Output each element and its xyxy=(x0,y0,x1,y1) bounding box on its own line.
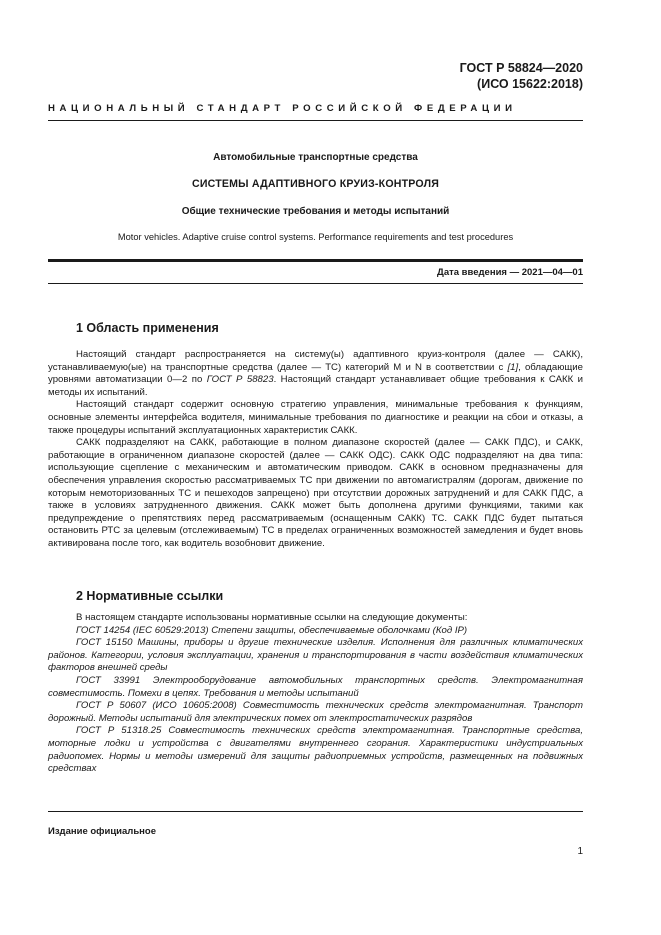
paragraph: В настоящем стандарте использованы нормативные ссылки на следующие документы: xyxy=(76,612,468,623)
footer-divider xyxy=(48,811,583,812)
text-run: . Настоящий стандарт устанавливает общие требования к САКК и методы их испытаний. xyxy=(48,374,583,398)
bibliography-ref: [1] xyxy=(507,361,519,373)
english-title: Motor vehicles. Adaptive cruise control systems. Performance requirements and test procedures xyxy=(117,232,514,242)
reference-item: ГОСТ 33991 Электрооборудование автомобильных транспортных средств. Электромагнитная совместимость. Помехи в цепях. Требования и методы испытаний xyxy=(48,674,583,699)
text-run: Настоящий стандарт распространяется на систему(ы) адаптивного круиз-контроля (далее — САКК), устанавливаемую(ые) на транспортные средства (далее — ТС) категорий М и N в соответствии с xyxy=(48,349,583,373)
reference-item: ГОСТ Р 50607 (ИСО 10605:2008) Совместимость технических средств электромагнитная. Транспорт дорожный. Методы испытаний для электрических помех от электростатических разрядов xyxy=(48,700,583,724)
paragraph: САКК подразделяют на САКК, работающие в полном диапазоне скоростей (далее — САКК ПДС), и САКК, работающие в ограниченном диапазоне скоростей (далее — САКК ОДС). САКК ОДС подразделяют на два типа: использующие сцепление с механическим и автоматическим приводом. САКК в основном предназначены для обеспечения управления скоростью рассматриваемых ТС при движении по автомагистралям (дорогам, движение по которым немоторизованных ТС и пешеходов запрещено) при отсутствии дорожных затруднений и для САКК ПДС, а также в условиях затрудненного движения. САКК может быть дополнена другими функциями, такими как предупреждение о препятствиях перед рассматриваемым (оснащенным САКК) ТС. САКК ПДС будет пытаться остановить РТС за целевым (отслеживаемым) ТС в пределах ограниченных возможностей замедления и будет вновь активирована после того, как водитель возобновит движение. xyxy=(48,437,583,549)
page-number: 1 xyxy=(577,846,583,857)
reference-item: ГОСТ Р 51318.25 Совместимость технических средств электромагнитная. Транспортные средства, моторные лодки и устройства с двигателями внутреннего сгорания. Характеристики индустриальных радиопомех. Нормы и методы измерений для защиты радиоприемных устройств, размещенных на подвижных средствах xyxy=(48,725,583,775)
document-title: СИСТЕМЫ АДАПТИВНОГО КРУИЗ-КОНТРОЛЯ xyxy=(191,178,440,190)
date-divider xyxy=(48,283,583,284)
header-divider xyxy=(48,120,583,121)
document-subject: Автомобильные транспортные средства xyxy=(213,152,418,163)
introduction-date: Дата введения — 2021—04—01 xyxy=(437,267,583,278)
document-subtitle: Общие технические требования и методы испытаний xyxy=(181,206,450,217)
iso-equivalent: (ИСО 15622:2018) xyxy=(477,77,583,91)
reference-item: ГОСТ 14254 (IEC 60529:2013) Степени защиты, обеспечиваемые оболочками (Код IP) xyxy=(76,624,468,636)
reference-item: ГОСТ 15150 Машины, приборы и другие технические изделия. Исполнения для различных климатических районов. Категории, условия эксплуатации, хранения и транспортирования в части воздействия климатических факторов внешней среды xyxy=(48,637,583,674)
title-divider xyxy=(48,259,583,262)
text-run: , обладающие уровнями автоматизации 0—2 по xyxy=(48,361,583,386)
section-2-body xyxy=(48,612,583,776)
paragraph xyxy=(48,349,583,399)
standard-number: ГОСТ Р 58824—2020 xyxy=(459,61,583,75)
official-edition-label: Издание официальное xyxy=(48,826,156,837)
section-1-body xyxy=(48,349,583,551)
section-1-heading: 1 Область применения xyxy=(76,321,219,335)
section-2-heading: 2 Нормативные ссылки xyxy=(76,589,224,603)
paragraph: Настоящий стандарт содержит основную стратегию управления, минимальные требования к функциям, основные элементы интерфейса водителя, минимальные требования по диагностике и реакции на сбои и отказы, а также процедуры испытаний эксплуатационных характеристик САКК. xyxy=(48,399,583,436)
standard-code xyxy=(460,60,583,92)
national-standard-banner: НАЦИОНАЛЬНЫЙ СТАНДАРТ РОССИЙСКОЙ ФЕДЕРАЦИИ xyxy=(48,103,517,114)
standard-ref: ГОСТ Р 58823 xyxy=(206,374,274,386)
